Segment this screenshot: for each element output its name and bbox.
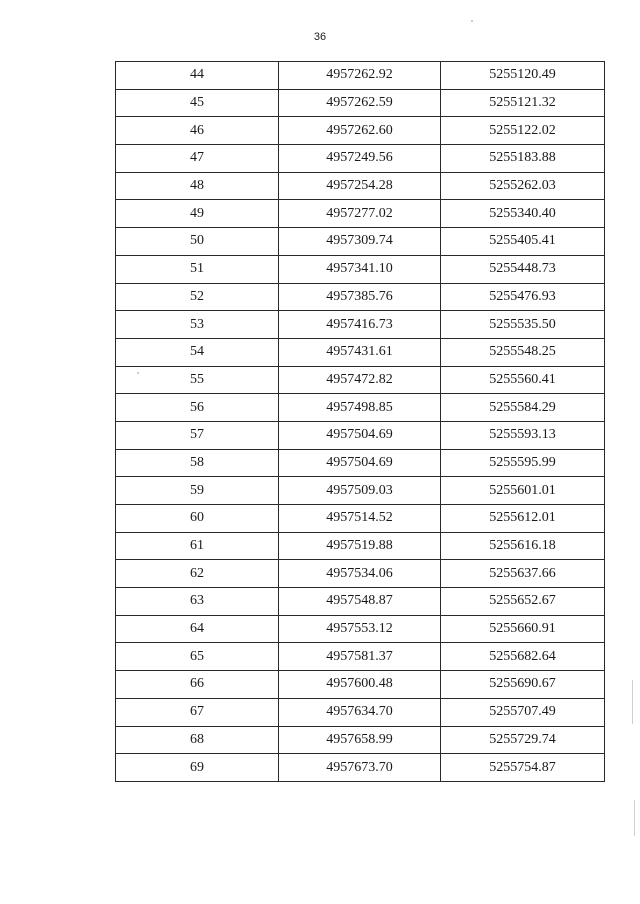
y-coordinate-cell: 5255340.40 — [441, 200, 605, 228]
point-number-cell: 53 — [116, 311, 279, 339]
scan-edge-mark — [632, 680, 633, 724]
point-number-cell: 67 — [116, 698, 279, 726]
x-coordinate-cell: 4957600.48 — [279, 671, 441, 699]
point-number-cell: 48 — [116, 172, 279, 200]
table-row — [116, 228, 605, 256]
y-coordinate-cell: 5255612.01 — [441, 505, 605, 533]
y-coordinate-cell: 5255560.41 — [441, 366, 605, 394]
y-coordinate-cell: 5255476.93 — [441, 283, 605, 311]
x-coordinate-cell: 4957514.52 — [279, 505, 441, 533]
point-number-cell: 68 — [116, 726, 279, 754]
x-coordinate-cell: 4957341.10 — [279, 255, 441, 283]
table-row — [116, 89, 605, 117]
x-coordinate-cell: 4957553.12 — [279, 615, 441, 643]
x-coordinate-cell: 4957249.56 — [279, 145, 441, 173]
y-coordinate-cell: 5255595.99 — [441, 449, 605, 477]
y-coordinate-cell: 5255601.01 — [441, 477, 605, 505]
table-row — [116, 145, 605, 173]
y-coordinate-cell: 5255652.67 — [441, 588, 605, 616]
table-row — [116, 62, 605, 90]
table-row — [116, 366, 605, 394]
table-row — [116, 754, 605, 782]
point-number-cell: 66 — [116, 671, 279, 699]
point-number-cell: 60 — [116, 505, 279, 533]
scan-speck — [471, 20, 473, 22]
point-number-cell: 63 — [116, 588, 279, 616]
coordinates-table — [115, 61, 605, 782]
table-body — [116, 62, 605, 782]
point-number-cell: 58 — [116, 449, 279, 477]
x-coordinate-cell: 4957504.69 — [279, 421, 441, 449]
x-coordinate-cell: 4957534.06 — [279, 560, 441, 588]
table-row — [116, 255, 605, 283]
point-number-cell: 50 — [116, 228, 279, 256]
table-row — [116, 477, 605, 505]
point-number-cell: 47 — [116, 145, 279, 173]
y-coordinate-cell: 5255584.29 — [441, 394, 605, 422]
x-coordinate-cell: 4957254.28 — [279, 172, 441, 200]
x-coordinate-cell: 4957309.74 — [279, 228, 441, 256]
x-coordinate-cell: 4957504.69 — [279, 449, 441, 477]
table-row — [116, 117, 605, 145]
point-number-cell: 51 — [116, 255, 279, 283]
y-coordinate-cell: 5255690.67 — [441, 671, 605, 699]
x-coordinate-cell: 4957548.87 — [279, 588, 441, 616]
table-row — [116, 172, 605, 200]
point-number-cell: 44 — [116, 62, 279, 90]
x-coordinate-cell: 4957416.73 — [279, 311, 441, 339]
y-coordinate-cell: 5255754.87 — [441, 754, 605, 782]
point-number-cell: 49 — [116, 200, 279, 228]
y-coordinate-cell: 5255660.91 — [441, 615, 605, 643]
point-number-cell: 54 — [116, 338, 279, 366]
x-coordinate-cell: 4957519.88 — [279, 532, 441, 560]
table-row — [116, 394, 605, 422]
table-row — [116, 311, 605, 339]
x-coordinate-cell: 4957262.92 — [279, 62, 441, 90]
point-number-cell: 65 — [116, 643, 279, 671]
point-number-cell: 62 — [116, 560, 279, 588]
scan-speck — [137, 372, 139, 374]
table-row — [116, 726, 605, 754]
y-coordinate-cell: 5255448.73 — [441, 255, 605, 283]
table-row — [116, 560, 605, 588]
table-row — [116, 505, 605, 533]
x-coordinate-cell: 4957472.82 — [279, 366, 441, 394]
point-number-cell: 59 — [116, 477, 279, 505]
table-row — [116, 643, 605, 671]
y-coordinate-cell: 5255262.03 — [441, 172, 605, 200]
x-coordinate-cell: 4957385.76 — [279, 283, 441, 311]
x-coordinate-cell: 4957431.61 — [279, 338, 441, 366]
point-number-cell: 61 — [116, 532, 279, 560]
y-coordinate-cell: 5255707.49 — [441, 698, 605, 726]
table-row — [116, 421, 605, 449]
y-coordinate-cell: 5255120.49 — [441, 62, 605, 90]
y-coordinate-cell: 5255637.66 — [441, 560, 605, 588]
x-coordinate-cell: 4957634.70 — [279, 698, 441, 726]
x-coordinate-cell: 4957498.85 — [279, 394, 441, 422]
y-coordinate-cell: 5255535.50 — [441, 311, 605, 339]
x-coordinate-cell: 4957509.03 — [279, 477, 441, 505]
y-coordinate-cell: 5255121.32 — [441, 89, 605, 117]
point-number-cell: 46 — [116, 117, 279, 145]
point-number-cell: 55 — [116, 366, 279, 394]
point-number-cell: 56 — [116, 394, 279, 422]
table-row — [116, 588, 605, 616]
table-row — [116, 283, 605, 311]
x-coordinate-cell: 4957673.70 — [279, 754, 441, 782]
table-row — [116, 615, 605, 643]
x-coordinate-cell: 4957262.60 — [279, 117, 441, 145]
x-coordinate-cell: 4957262.59 — [279, 89, 441, 117]
table-row — [116, 698, 605, 726]
y-coordinate-cell: 5255548.25 — [441, 338, 605, 366]
table-row — [116, 532, 605, 560]
x-coordinate-cell: 4957658.99 — [279, 726, 441, 754]
y-coordinate-cell: 5255183.88 — [441, 145, 605, 173]
table-row — [116, 338, 605, 366]
point-number-cell: 69 — [116, 754, 279, 782]
y-coordinate-cell: 5255405.41 — [441, 228, 605, 256]
table-row — [116, 449, 605, 477]
scan-edge-mark — [634, 800, 635, 836]
y-coordinate-cell: 5255593.13 — [441, 421, 605, 449]
point-number-cell: 45 — [116, 89, 279, 117]
point-number-cell: 52 — [116, 283, 279, 311]
page-number: 36 — [313, 31, 327, 43]
x-coordinate-cell: 4957581.37 — [279, 643, 441, 671]
table-row — [116, 200, 605, 228]
y-coordinate-cell: 5255122.02 — [441, 117, 605, 145]
y-coordinate-cell: 5255616.18 — [441, 532, 605, 560]
table-row — [116, 671, 605, 699]
point-number-cell: 64 — [116, 615, 279, 643]
y-coordinate-cell: 5255682.64 — [441, 643, 605, 671]
y-coordinate-cell: 5255729.74 — [441, 726, 605, 754]
x-coordinate-cell: 4957277.02 — [279, 200, 441, 228]
point-number-cell: 57 — [116, 421, 279, 449]
